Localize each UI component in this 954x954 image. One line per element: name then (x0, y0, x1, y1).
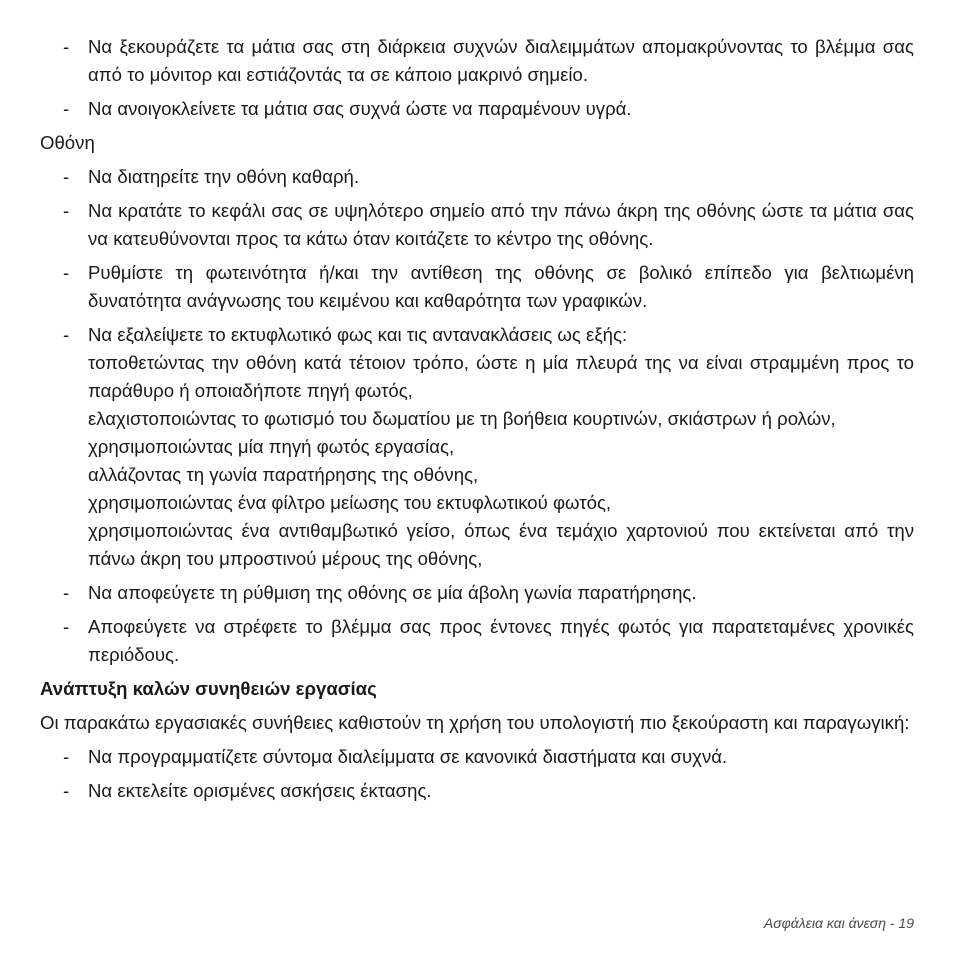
list-item-text: Αποφεύγετε να στρέφετε το βλέμμα σας προς έντονες πηγές φωτός για παρατεταμένες χρονικές περιόδους. (88, 616, 914, 665)
page-footer: Ασφάλεια και άνεση - 19 (763, 915, 914, 931)
glare-intro: Να εξαλείψετε το εκτυφλωτικό φως και τις αντανακλάσεις ως εξής: (88, 324, 628, 345)
list-item (40, 95, 914, 123)
bullet-dash: - (63, 616, 70, 637)
list-item-text: Να διατηρείτε την οθόνη καθαρή. (88, 166, 360, 187)
glare-subitem: χρησιμοποιώντας ένα αντιθαμβωτικό γείσο, όπως ένα τεμάχιο χαρτονιού που εκτείνεται από την πάνω άκρη του μπροστινού μέρους της οθόνης, (88, 520, 914, 569)
habits-intro: Οι παρακάτω εργασιακές συνήθειες καθιστούν τη χρήση του υπολογιστή πιο ξεκούραστη και παραγωγική: (40, 712, 910, 733)
glare-subitem: τοποθετώντας την οθόνη κατά τέτοιον τρόπο, ώστε η μία πλευρά της να είναι στραμμένη προς το παράθυρο ή οποιαδήποτε πηγή φωτός, (88, 352, 914, 401)
bullet-dash: - (63, 36, 70, 57)
list-item (40, 613, 914, 669)
list-item-text: Ρυθμίστε τη φωτεινότητα ή/και την αντίθεση της οθόνης σε βολικό επίπεδο για βελτιωμένη δυνατότητα ανάγνωσης του κειμένου και καθαρότητα των γραφικών. (88, 262, 914, 311)
bullet-dash: - (63, 780, 70, 801)
glare-subitem: αλλάζοντας τη γωνία παρατήρησης της οθόνης, (88, 464, 479, 485)
list-item (40, 197, 914, 253)
list-item-text: Να ανοιγοκλείνετε τα μάτια σας συχνά ώστε να παραμένουν υγρά. (88, 98, 632, 119)
section-heading-habits: Ανάπτυξη καλών συνηθειών εργασίας (40, 678, 377, 699)
document-page (40, 33, 914, 811)
glare-subitem: χρησιμοποιώντας μία πηγή φωτός εργασίας, (88, 436, 455, 457)
list-item-text: Να κρατάτε το κεφάλι σας σε υψηλότερο σημείο από την πάνω άκρη της οθόνης ώστε τα μάτια σας να κατευθύνονται προς τα κάτω όταν κοιτάζετε το κέντρο της οθόνης. (88, 200, 914, 249)
bullet-dash: - (63, 166, 70, 187)
bullet-dash: - (63, 324, 70, 345)
bullet-dash: - (63, 582, 70, 603)
glare-subitem: ελαχιστοποιώντας το φωτισμό του δωματίου με τη βοήθεια κουρτινών, σκιάστρων ή ρολών, (88, 408, 836, 429)
list-item-text: Να προγραμματίζετε σύντομα διαλείμματα σε κανονικά διαστήματα και συχνά. (88, 746, 728, 767)
list-item-text: Να ξεκουράζετε τα μάτια σας στη διάρκεια συχνών διαλειμμάτων απομακρύνοντας το βλέμμα σας από το μόνιτορ και εστιάζοντάς τα σε κάποιο μακρινό σημείο. (88, 36, 914, 85)
list-item (40, 743, 914, 771)
list-item (40, 33, 914, 89)
list-item (40, 579, 914, 607)
list-item (40, 259, 914, 315)
bullet-dash: - (63, 200, 70, 221)
list-item (40, 777, 914, 805)
glare-subitem: χρησιμοποιώντας ένα φίλτρο μείωσης του εκτυφλωτικού φωτός, (88, 492, 612, 513)
list-item (40, 163, 914, 191)
list-item-glare (40, 321, 914, 573)
section-label-screen: Οθόνη (40, 132, 95, 153)
bullet-dash: - (63, 746, 70, 767)
list-item-text: Να αποφεύγετε τη ρύθμιση της οθόνης σε μία άβολη γωνία παρατήρησης. (88, 582, 697, 603)
bullet-dash: - (63, 98, 70, 119)
bullet-dash: - (63, 262, 70, 283)
list-item-text: Να εκτελείτε ορισμένες ασκήσεις έκτασης. (88, 780, 432, 801)
